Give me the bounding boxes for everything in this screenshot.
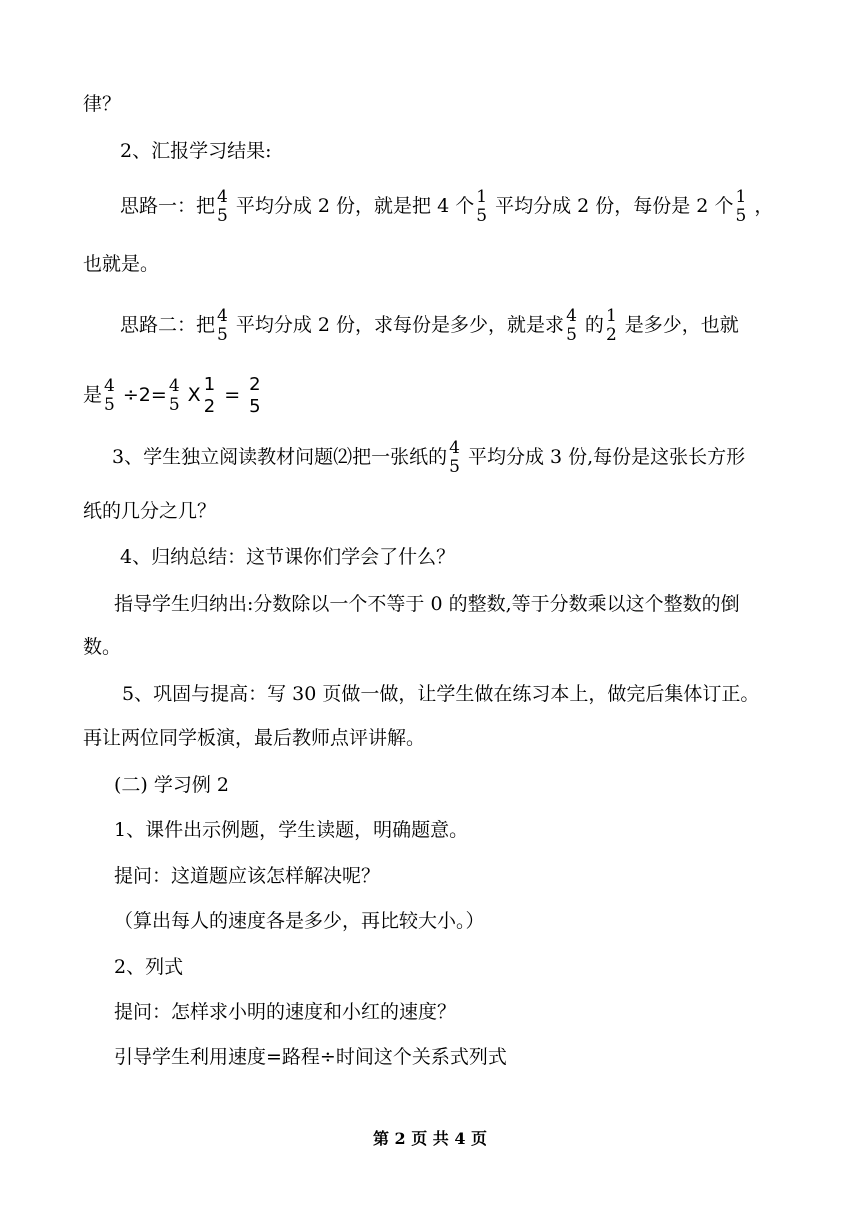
line6-equals: = — [218, 384, 247, 406]
text-line-4: 也就是。 — [83, 253, 160, 275]
line3-part-b: 平均分成 2 份，就是把 4 个 — [229, 195, 475, 217]
fraction-4-5 — [104, 377, 115, 415]
text-line-13: 再让两位同学板演，最后教师点评讲解。 — [83, 727, 426, 749]
line7-part-b: 平均分成 3 份,每份是这张长方形 — [461, 446, 746, 468]
text-line-15: 1、课件出示例题，学生读题，明确题意。 — [114, 819, 469, 841]
fraction-1-5 — [476, 188, 487, 226]
text-line-1: 律？ — [83, 93, 122, 115]
fraction-denominator: 5 — [217, 325, 228, 345]
fraction-numerator: 1 — [735, 187, 747, 207]
fraction-numerator: 2 — [249, 374, 261, 395]
fraction-denominator: 5 — [168, 395, 180, 415]
fraction-4-5 — [566, 307, 577, 345]
text-line-3 — [120, 188, 773, 226]
fraction-numerator: 1 — [203, 374, 216, 395]
line5-part-c: 的 — [578, 314, 604, 336]
text-line-16: 提问：这道题应该怎样解决呢？ — [114, 865, 381, 887]
fraction-denominator: 2 — [605, 325, 617, 345]
line6-divide: ÷2= — [116, 384, 167, 406]
text-line-2: 2、汇报学习结果: — [120, 140, 272, 162]
fraction-numerator: 1 — [605, 306, 617, 326]
fraction-4-5 — [449, 439, 460, 477]
fraction-4-5 — [169, 377, 180, 415]
line5-part-a: 思路二：把 — [120, 314, 216, 336]
text-line-20: 引导学生利用速度=路程÷时间这个关系式列式 — [114, 1046, 507, 1068]
line3-part-a: 思路一：把 — [120, 195, 216, 217]
fraction-denominator: 5 — [449, 457, 460, 477]
fraction-denominator: 5 — [476, 206, 488, 226]
fraction-denominator: 5 — [217, 206, 228, 226]
fraction-numerator: 4 — [168, 376, 180, 396]
fraction-1-2 — [204, 374, 215, 418]
line6-part-a: 是 — [83, 384, 103, 406]
fraction-1-2 — [606, 307, 617, 345]
fraction-numerator: 1 — [476, 187, 488, 207]
line6-multiply: X — [181, 384, 201, 406]
text-line-7 — [112, 439, 745, 477]
fraction-denominator: 5 — [566, 325, 577, 345]
fraction-denominator: 5 — [249, 396, 261, 417]
fraction-numerator: 4 — [566, 306, 577, 326]
page-footer: 第 2 页 共 4 页 — [372, 1129, 488, 1148]
text-line-10: 指导学生归纳出:分数除以一个不等于 0 的整数,等于分数乘以这个整数的倒 — [114, 593, 740, 615]
fraction-2-5 — [249, 374, 260, 418]
fraction-4-5 — [217, 188, 228, 226]
line5-part-b: 平均分成 2 份，求每份是多少，就是求 — [229, 314, 565, 336]
text-line-9: 4、归纳总结：这节课你们学会了什么？ — [120, 546, 456, 568]
text-line-17: （算出每人的速度各是多少，再比较大小。） — [114, 910, 485, 932]
text-line-18: 2、列式 — [114, 956, 184, 978]
fraction-numerator: 4 — [217, 306, 228, 326]
fraction-denominator: 5 — [735, 206, 747, 226]
line3-part-c: 平均分成 2 份，每份是 2 个 — [489, 195, 734, 217]
line3-part-d: ， — [748, 195, 774, 217]
section-heading: (二) 学习例 2 — [114, 774, 229, 796]
fraction-4-5 — [217, 307, 228, 345]
text-line-8: 纸的几分之几？ — [83, 500, 217, 522]
fraction-1-5 — [735, 188, 746, 226]
text-line-19: 提问：怎样求小明的速度和小红的速度？ — [114, 1001, 457, 1023]
fraction-denominator: 5 — [104, 395, 115, 415]
text-line-12: 5、巩固与提高：写 30 页做一做，让学生做在练习本上，做完后集体订正。 — [122, 683, 760, 705]
fraction-denominator: 2 — [203, 396, 216, 417]
text-line-5 — [120, 307, 739, 345]
fraction-numerator: 4 — [104, 376, 115, 396]
text-line-6 — [83, 374, 264, 418]
text-line-11: 数。 — [83, 636, 122, 658]
line5-part-d: 是多少，也就 — [618, 314, 739, 336]
line7-part-a: 3、学生独立阅读教材问题⑵把一张纸的 — [112, 446, 448, 468]
fraction-numerator: 4 — [449, 438, 460, 458]
fraction-numerator: 4 — [217, 187, 228, 207]
